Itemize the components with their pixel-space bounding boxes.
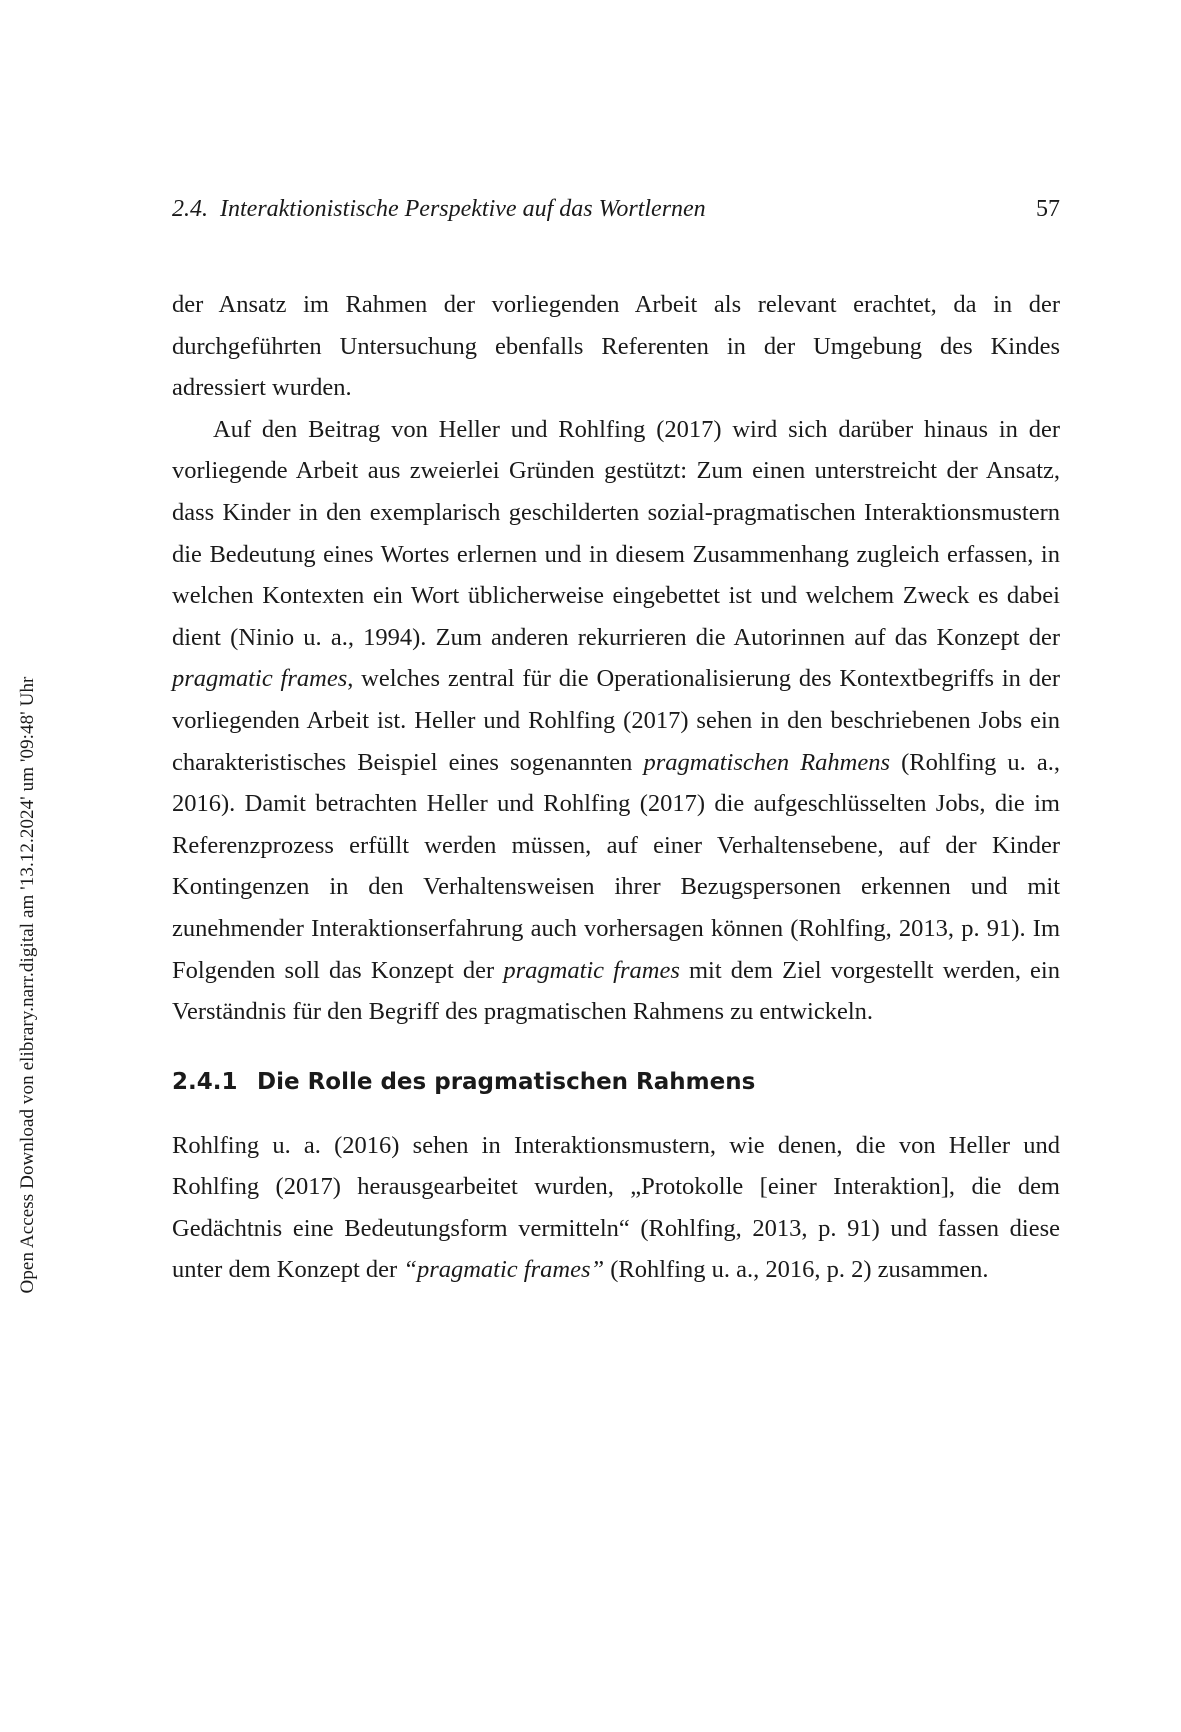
paragraph-text: Auf den Beitrag von Heller und Rohlfing (2017) wird sich darüber hinaus in der vorliegende Arbeit aus zweierlei Gründen gestützt: Zum einen unterstreicht der Ansatz, dass Kinder in den exemplarisch geschilderten sozial-pragmatischen Interaktionsmustern die Bedeutung eines Wortes erlernen und in diesem Zusammenhang zugleich erfassen, in welchen Kontexten ein Wort üblicherweise eingebettet ist und welchem Zweck es dabei dient (Ninio u. a., 1994). Zum anderen rekurrieren die Autorinnen auf das Konzept der (172, 415, 1060, 651)
section-heading (172, 1065, 1060, 1099)
paragraph-text: der Ansatz im Rahmen der vorliegenden Arbeit als relevant erachtet, da in der durchgeführten Untersuchung ebenfalls Referenten in der Umgebung des Kindes adressiert wurden. (172, 291, 1060, 402)
header-section-title: Interaktionistische Perspektive auf das Wortlernen (220, 196, 706, 222)
section-title: Die Rolle des pragmatischen Rahmens (257, 1068, 756, 1095)
main-text (172, 284, 1060, 1291)
paragraph-text: , welches zentral für die Operationalisierung des Kontextbegriffs in der vorliegenden Arbeit ist. Heller und Rohlfing (2017) sehen in den beschriebenen Jobs ein charakteristisches Beispiel eines sogenannten (172, 665, 1060, 776)
emphasis: pragmatic frames (503, 956, 680, 984)
paragraph-continued (172, 284, 1060, 409)
paragraph-text: Rohlfing u. a. (2016) sehen in Interaktionsmustern, wie denen, die von Heller und Rohlfing (2017) herausgearbeitet wurden, „Protokolle [einer Interaktion], die dem Gedächtnis eine Bedeutungsform vermitteln“ (Rohlfing, 2013, p. 91) und fassen diese unter dem Konzept der (172, 1131, 1060, 1284)
emphasis: pragmatischen Rahmens (643, 748, 891, 776)
running-header-title (172, 196, 706, 223)
paragraph-text: mit dem Ziel vorgestellt werden, ein Verständnis für den Begriff des pragmatischen Rahmens zu entwickeln. (172, 956, 1060, 1026)
emphasis: “pragmatic frames” (403, 1256, 605, 1284)
paragraph (172, 1125, 1060, 1291)
header-section-number: 2.4. (172, 196, 208, 222)
page-number: 57 (1036, 196, 1060, 222)
paragraph-text: (Rohlfing u. a., 2016). Damit betrachten Heller und Rohlfing (2017) die aufgeschlüsselten Jobs, die im Referenzprozess erfüllt werden müssen, auf einer Verhaltensebene, auf der Kinder Kontingenzen in den Verhaltensweisen ihrer Bezugspersonen erkennen und mit zunehmender Interaktionserfahrung auch vorhersagen können (Rohlfing, 2013, p. 91). Im Folgenden soll das Konzept der (172, 748, 1060, 984)
emphasis: pragmatic frames (172, 665, 348, 693)
running-header (172, 196, 1060, 232)
section-number: 2.4.1 (172, 1068, 238, 1095)
paragraph-text: (Rohlfing u. a., 2016, p. 2) zusammen. (604, 1256, 989, 1284)
download-notice: Open Access Download von elibrary.narr.digital am '13.12.2024' um '09:48' Uhr (17, 676, 38, 1294)
paragraph (172, 409, 1060, 1033)
